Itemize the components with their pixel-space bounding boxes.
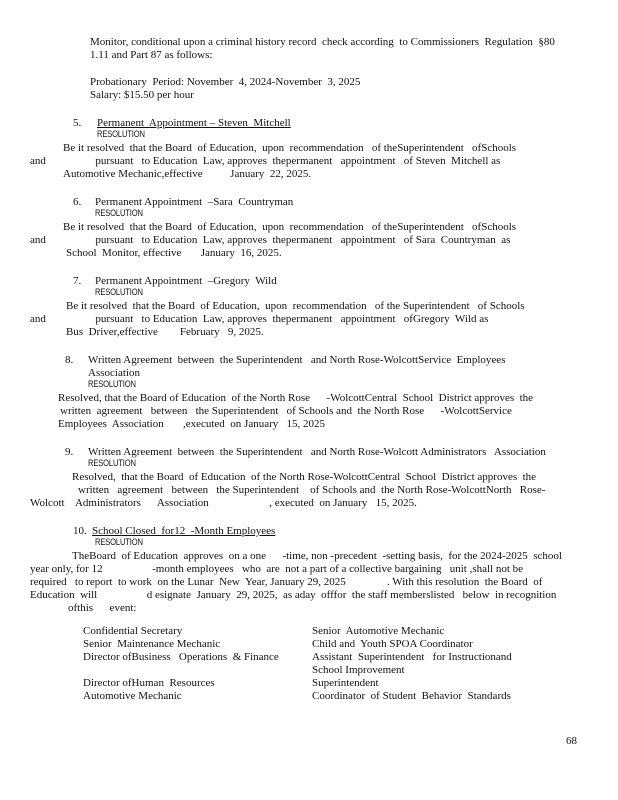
line-text: RESOLUTION [88,458,136,469]
paragraph-line [90,49,212,61]
line-text: Coordinator of Student Behavior Standards [312,690,511,702]
list-item-7-heading [73,275,277,287]
line-text: ofthis event: [68,602,137,614]
line-text: Director ofHuman Resources [83,677,215,689]
line-text: Probationary Period: November 4, 2024-November 3, 2025 [90,76,361,88]
line-text: Resolved, that the Board of Education of the North Rose -WolcottCentral School District approves the [58,392,534,404]
line-text: 1.11 and Part 87 as follows: [90,49,213,61]
paragraph-line [30,155,500,167]
list-heading-text: Permanent Appointment –Gregory Wild [95,275,277,287]
paragraph-line [78,484,545,496]
list-item-5-heading [73,117,291,129]
line-text: RESOLUTION [95,287,143,298]
line-text: written agreement between the Superintendent of Schools and the North Rose -WolcottService [60,405,512,417]
line-text: and pursuant to Education Law, approves thepermanent appointment of Steven Mitchell as [30,155,501,167]
paragraph-line [66,247,282,259]
list-number: 7. [73,275,82,287]
line-text: Wolcott Administrators Association , executed on January 15, 2025. [30,497,417,509]
staff-list-right-item [312,664,405,676]
staff-list-left-item [83,690,182,702]
paragraph-line [30,313,488,325]
list-number: 9. [65,446,74,458]
paragraph-line [63,221,516,233]
resolution-label [95,537,143,549]
staff-list-left-item [83,625,182,637]
list-number: 6. [73,196,82,208]
list-heading-text: Permanent Appointment – Steven Mitchell [97,117,291,129]
salary-line [90,89,194,101]
line-text: required to report to work on the Lunar New Year, January 29, 2025 . With this resolution the Board of [30,576,543,588]
list-item-8-heading [65,354,505,366]
staff-list-right-item [312,638,473,650]
line-text: Resolved, that the Board of Education of the North Rose-WolcottCentral School District approves the [72,471,537,483]
staff-list-right-item [312,677,379,689]
line-text: School Improvement [312,664,405,676]
paragraph-line [63,168,311,180]
paragraph-line [66,326,264,338]
paragraph-line [66,300,525,312]
line-text: Employees Association ,executed on January 15, 2025 [58,418,326,430]
resolution-label [97,129,145,141]
line-text: Senior Automotive Mechanic [312,625,445,637]
paragraph-line [60,405,512,417]
paragraph-line [30,234,510,246]
paragraph-line [30,497,417,509]
probationary-period-line [90,76,360,88]
paragraph-line [90,36,555,48]
list-heading-text: Written Agreement between the Superintendent and North Rose-Wolcott Administrators Association [88,446,546,458]
staff-list-right-item [312,625,444,637]
line-text: Association [88,367,140,379]
paragraph-line [72,550,562,562]
line-text: Education will d esignate January 29, 2025, as aday offfor the staff memberslisted below in recognition [30,589,557,601]
resolution-label [95,287,143,299]
staff-list-right-item [312,690,511,702]
line-text: School Monitor, effective January 16, 2025. [66,247,282,259]
line-text: TheBoard of Education approves on a one -time, non -precedent -setting basis, for the 2024-2025 school [72,550,562,562]
paragraph-line [30,576,542,588]
line-text: and pursuant to Education Law, approves thepermanent appointment of Sara Countryman as [30,234,511,246]
line-text: Monitor, conditional upon a criminal history record check according to Commissioners Regulation §80 [90,36,555,48]
paragraph-line [63,142,516,154]
list-heading-text: School Closed for12 -Month Employees [92,525,276,537]
paragraph-line [72,471,536,483]
list-item-6-heading [73,196,293,208]
line-text: Automotive Mechanic [83,690,182,702]
list-item-8-heading-line2 [88,367,140,379]
paragraph-line [68,602,136,614]
line-text: Be it resolved that the Board of Education, upon recommendation of the Superintendent of Schools [66,300,525,312]
line-text: RESOLUTION [95,537,143,548]
paragraph-line [58,418,325,430]
line-text: RESOLUTION [97,129,145,140]
line-text: Be it resolved that the Board of Education, upon recommendation of theSuperintendent ofSchools [63,221,517,233]
list-item-10-heading [73,525,275,537]
staff-list-left-item [83,638,220,650]
line-text: Assistant Superintendent for Instructionand [312,651,512,663]
line-text: Senior Maintenance Mechanic [83,638,221,650]
line-text: Bus Driver,effective February 9, 2025. [66,326,264,338]
line-text: Salary: $15.50 per hour [90,89,194,101]
paragraph-line [58,392,533,404]
line-text: and pursuant to Education Law, approves thepermanent appointment ofGregory Wild as [30,313,489,325]
list-item-9-heading [65,446,546,458]
line-text: RESOLUTION [88,379,136,390]
line-text: RESOLUTION [95,208,143,219]
line-text: year only, for 12 -month employees who are not a part of a collective bargaining unit ,shall not be [30,563,524,575]
line-text: Be it resolved that the Board of Education, upon recommendation of theSuperintendent ofSchools [63,142,517,154]
list-heading-text: Written Agreement between the Superintendent and North Rose-WolcottService Employees [88,354,506,366]
staff-list-left-item [83,677,215,689]
staff-list-right-item [312,651,512,663]
line-text: Child and Youth SPOA Coordinator [312,638,473,650]
line-text: Automotive Mechanic,effective January 22, 2025. [63,168,312,180]
line-text: written agreement between the Superintendent of Schools and the North Rose-WolcottNorth Rose- [78,484,546,496]
line-text: Confidential Secretary [83,625,183,637]
list-number: 5. [73,117,82,129]
resolution-label [88,379,136,391]
resolution-label [95,208,143,220]
list-number: 8. [65,354,74,366]
line-text: Director ofBusiness Operations & Finance [83,651,279,663]
page-number: 68 [566,735,577,747]
resolution-label [88,458,136,470]
staff-list-left-item [83,651,279,663]
line-text: Superintendent [312,677,379,689]
paragraph-line [30,563,523,575]
list-number: 10. [73,525,87,537]
list-heading-text: Permanent Appointment –Sara Countryman [95,196,294,208]
paragraph-line [30,589,556,601]
